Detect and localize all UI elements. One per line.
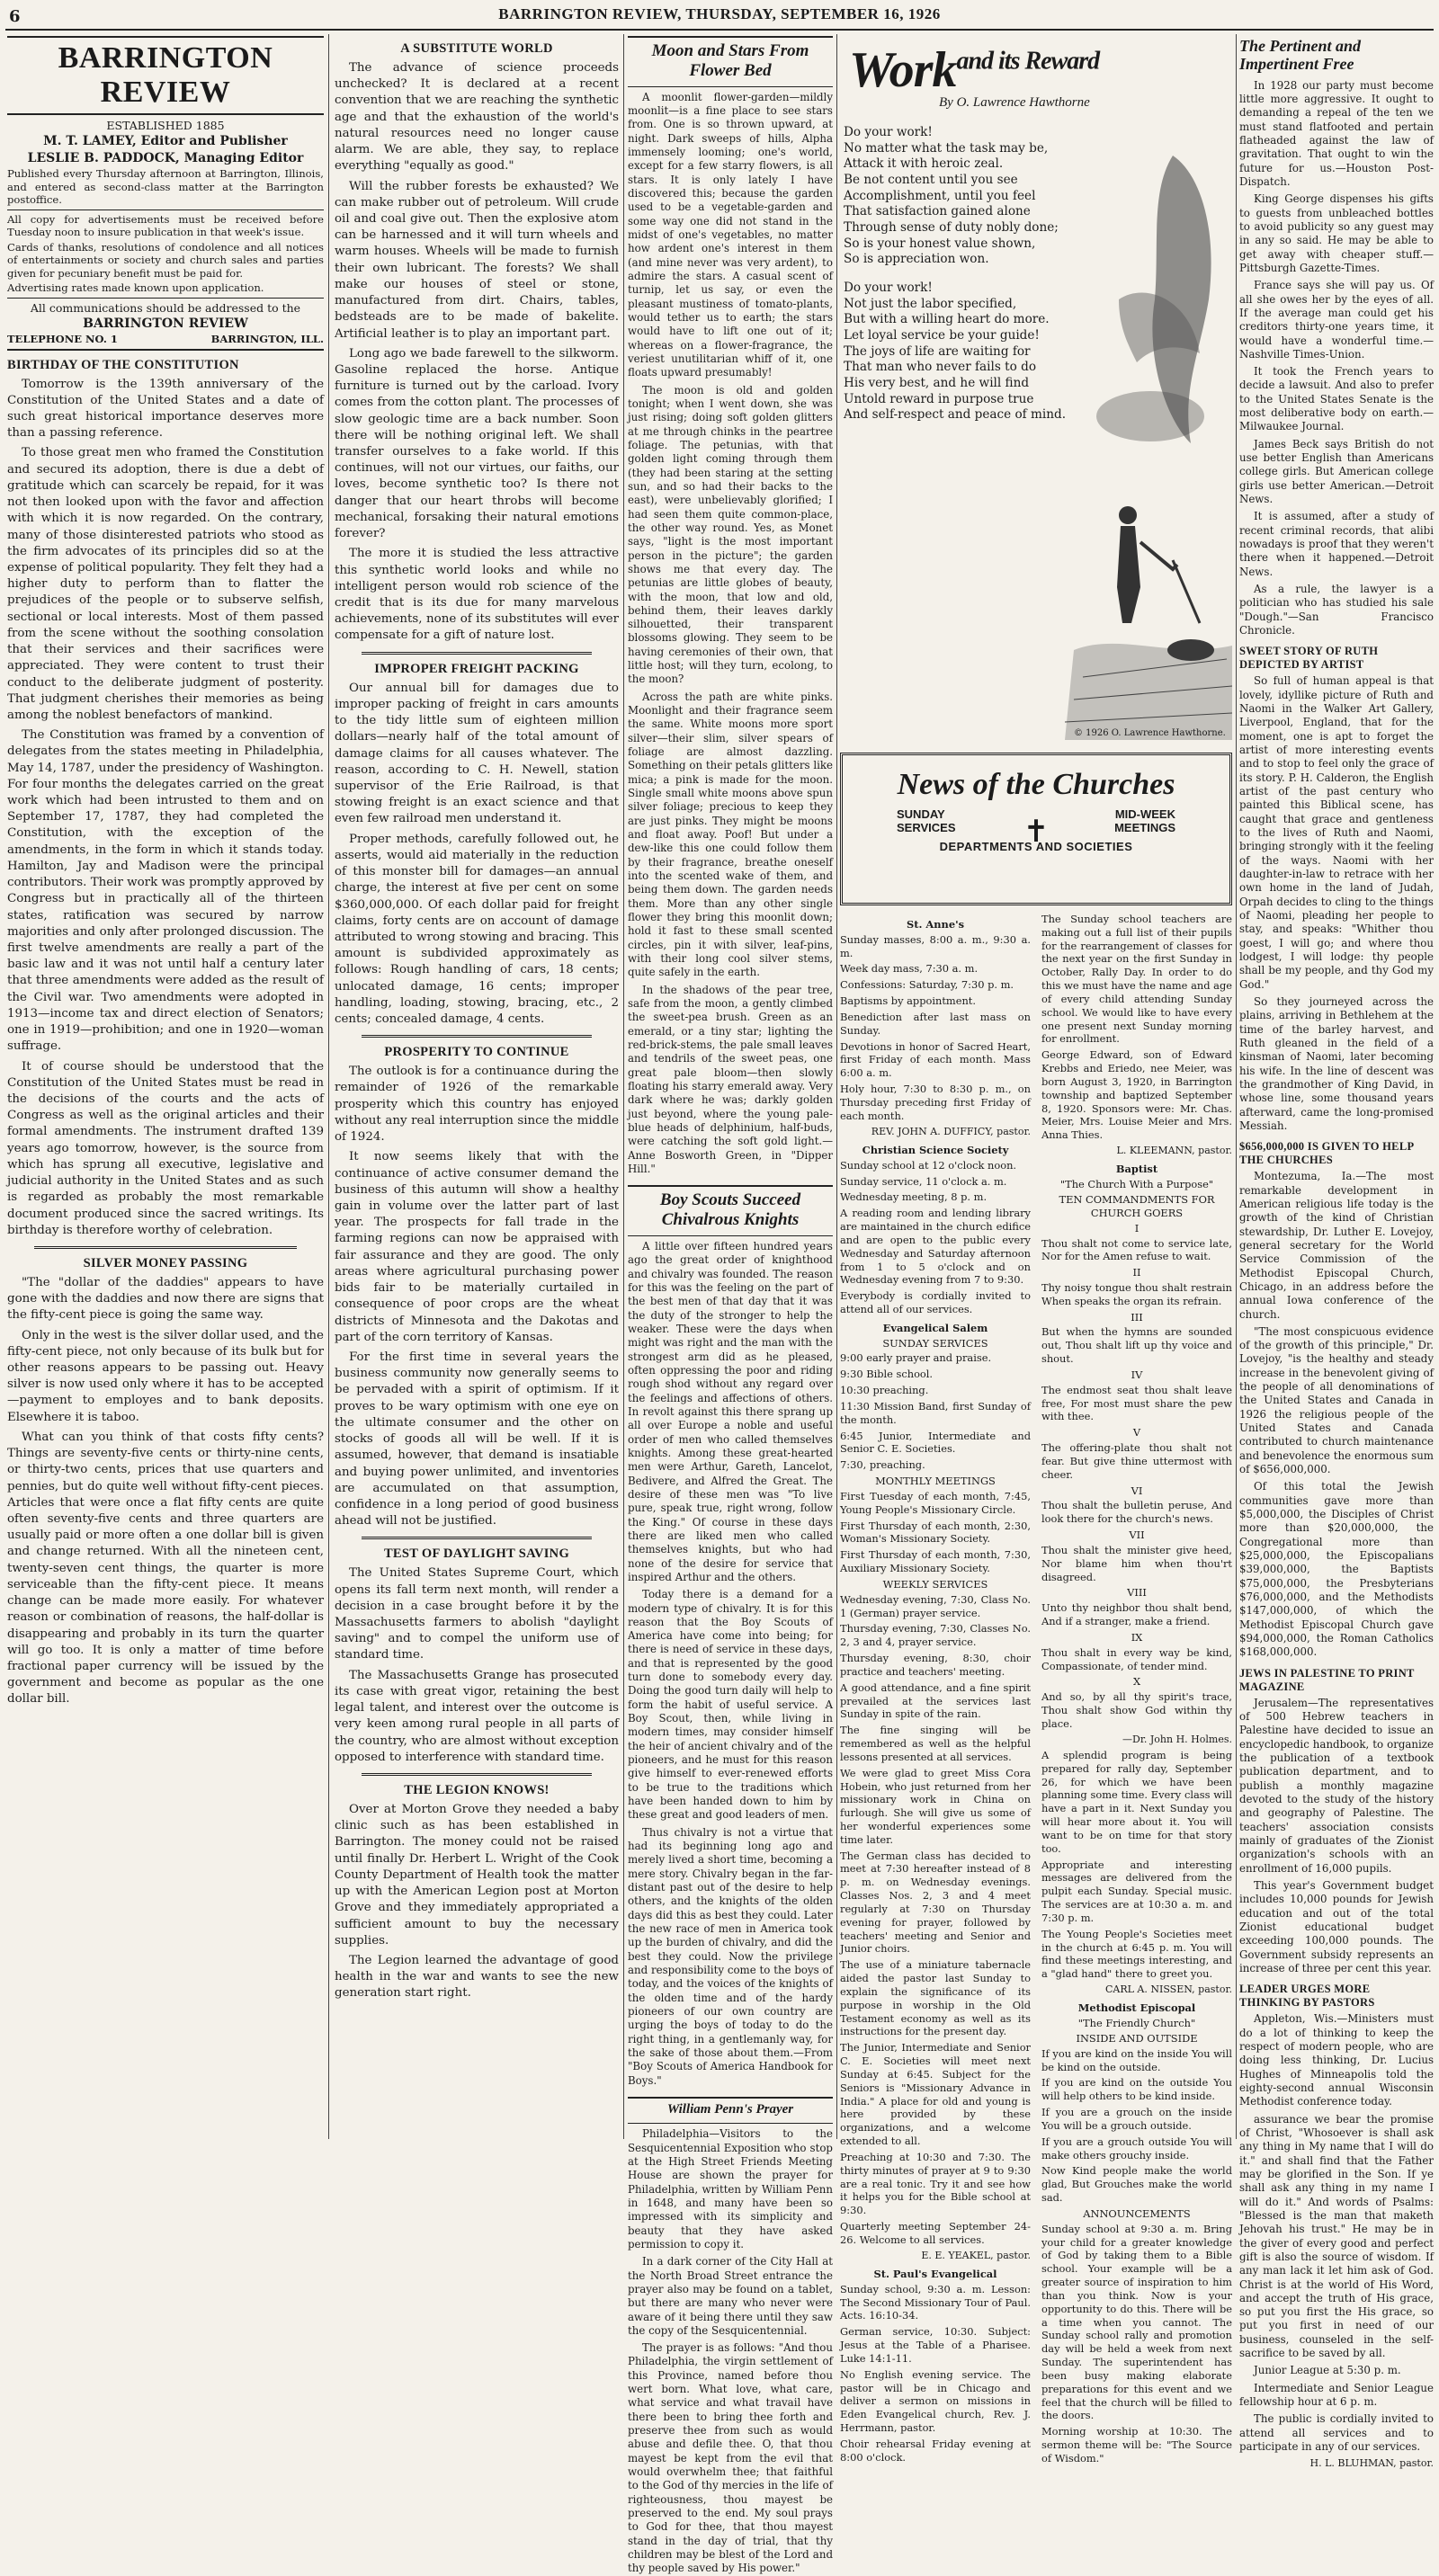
listing-subhead: SUNDAY SERVICES — [882, 1336, 988, 1350]
listing-subhead: TEN COMMANDMENTS FOR CHURCH GOERS — [1059, 1193, 1215, 1219]
listing-line: The Young People's Societies meet in the church at 6:45 p. m. You will find these meetings interesting, and a "glad hand" there to greet you. — [1041, 1927, 1232, 1981]
listing-line: Wednesday evening, 7:30, Class No. 1 (German) prayer service. — [840, 1592, 1031, 1619]
paragraph: In a dark corner of the City Hall at the North Broad Street entrance the prayer also may be found on a tablet, but there are many who never were aware of it being there until they saw the copy of the Sesquicentennial. — [628, 2255, 833, 2337]
listing-line: Appropriate and interesting messages are delivered from the pulpit each Sunday. Special music. The services are at 10:30 a. m. and 7:30 p. m. — [1041, 1858, 1232, 1924]
copyright: © 1926 O. Lawrence Hawthorne. — [1074, 728, 1226, 738]
listing-subhead: WEEKLY SERVICES — [882, 1577, 988, 1591]
listing-line: Devotions in honor of Sacred Heart, first Friday of each month. Mass 6:00 a. m. — [840, 1039, 1031, 1080]
poem-section — [840, 120, 1232, 749]
poem-line: And self-respect and peace of mind. — [844, 407, 1067, 423]
cards-notice: Cards of thanks, resolutions of condolence and all notices of entertainments or society and church sales and parties given for pecuniary benefit must be paid for. — [7, 240, 324, 280]
folio-header: BARRINGTON REVIEW, THURSDAY, SEPTEMBER 16, 1926 — [498, 5, 941, 22]
paragraph: So full of human appeal is that lovely, idyllike picture of Ruth and Naomi in the Walker Art Gallery, Liverpool, England, that for the moment, one is apt to forget the artist of more interesting events and to stop to feel only the grace of its story. P. H. Calderon, the English artist of the past century who painted this Biblical scene, has caught that grace and gentleness to the lives of Ruth and Naomi, bringing strongly with it the feeling of the ways. Naomi with her daughter-in-law to retrace with her own home in the land of Judah, Orpah decides to cling to the things of Naomi, pleading her people to stay, and speaks: "Whither thou goest, I will go; and where thou lodgest, I will lodge: thy people shall be my people, and thy God my God." — [1239, 674, 1434, 991]
paragraph: It now seems likely that with the continuance of active consumer demand the business of this autumn will show a healthy gain in volume over the latter part of last year. The prospects for fall trade in the farming regions can now be appraised with fair assurance and they are good. The only areas where agricultural purchasing power bids fair to be materially curtailed in consequence of poor crops are the wheat districts of Minnesota and the Dakotas and part of the corn territory of Kansas. — [335, 1150, 619, 1344]
paragraph: In the shadows of the pear tree, safe from the moon, a gently climbed the sweet-pea brush. Green as an emerald, or a tiny star; lighting the red-brick-stems, the pale small leaves and tendrils of the sweet peas, one great pale bloom—then slowly floating his starry emerald away. Very dark where he was; darkly golden just beyond, where the young pale-blue heads of delphinium, half-buds, were catching the soft gold light.—Anne Bosworth Green, in "Dipper Hill." — [628, 983, 833, 1175]
commandment: The offering-plate thou shalt not fear. But give thine uttermost with cheer. — [1041, 1441, 1232, 1481]
listing-line: George Edward, son of Edward Krebbs and Eriedo, nee Meier, was born August 3, 1920, in Barrington township and baptized September 8, 1920. Sponsors were: Mr. Chas. Meier, Mrs. Louise Meier and Mrs. Anna Thies. — [1041, 1048, 1232, 1142]
listing-line: If you are kind on the inside You will be kind on the outside. — [1041, 2046, 1232, 2073]
paragraph: The United States Supreme Court, which opens its fall term next month, will render a decision in a case brought before it by the Massachusetts farmers to abolish "daylight saving" and to compel the uniform use of standard time. — [335, 1566, 619, 1662]
headline-jews-palestine: JEWS IN PALESTINE TO PRINT MAGAZINE — [1239, 1666, 1415, 1693]
poem-line: That man who never fails to do — [844, 360, 1037, 375]
divider — [7, 298, 324, 299]
divider — [7, 209, 324, 210]
paragraph: Today there is a demand for a modern type of chivalry. It is for this reason that the Boy Scouts of America have come into being; for there is need of service in these days, and that is represented by the good turn done to somebody every day. Doing the good turn daily will help to form the habit of useful service. A Boy Scout, then, while living in modern times, may consider himself the heir of ancient chivalry and of the pioneers, and he must for this reason give himself to ever-renewed efforts to be true to the traditions which have been handed down to him by these great and good leaders of men. — [628, 1588, 833, 1822]
poem-line: Untold reward in purpose true — [844, 391, 1034, 406]
roman-numeral: IV — [1131, 1368, 1143, 1381]
paragraph: Only in the west is the silver dollar used, and the fifty-cent piece, not only because of its bulk but for other reasons appears to be passing out. Heavy silver is now used only where it has to be accepted—payment to employes and to bank deposits. Elsewhere it is taboo. — [7, 1328, 324, 1424]
meetings-label: MEETINGS — [1114, 821, 1175, 834]
listing-line: German service, 10:30. Subject: Jesus at the Table of a Pharisee. Luke 14:1-11. — [840, 2325, 1031, 2365]
roman-numeral: III — [1131, 1310, 1143, 1324]
listing-line: Thursday evening, 7:30, Classes No. 2, 3 and 4, prayer service. — [840, 1622, 1031, 1649]
horse-shape — [1167, 639, 1214, 661]
listing-line: Holy hour, 7:30 to 8:30 p. m., on Thursday preceding first Friday of each month. — [840, 1083, 1031, 1122]
church-name: Methodist Episcopal — [1077, 2001, 1196, 2015]
headline-constitution: BIRTHDAY OF THE CONSTITUTION — [7, 357, 239, 372]
listing-line: 7:30, preaching. — [840, 1458, 925, 1472]
address-notice: All communications should be addressed to the — [30, 300, 301, 315]
listing-line: Morning worship at 10:30. The sermon theme will be: "The Source of Wisdom." — [1041, 2425, 1232, 2465]
poem-line: Do your work! — [844, 281, 933, 296]
paragraph: The outlook is for a continuance during the remainder of 1926 of the remarkable prosperity which this country has enjoyed without any real interruption since the middle of 1924. — [335, 1065, 619, 1145]
commandment: Thy noisy tongue thou shalt restrain When speaks the organ its refrain. — [1041, 1281, 1232, 1307]
listing-line: Wednesday meeting, 8 p. m. — [840, 1190, 988, 1204]
divider — [362, 1035, 592, 1038]
listing-line: Confessions: Saturday, 7:30 p. m. — [840, 978, 1014, 992]
listing-line: 9:00 early prayer and praise. — [840, 1351, 992, 1365]
divider — [362, 652, 592, 655]
quip: France says she will pay us. Of all she owes her by the eyes of all. If the average man could get his creditors thirty-one years time, it would have a wonderful time.—Nashville Times-Union. — [1239, 279, 1434, 361]
listing-line: If you are a grouch outside You will make others grouchy inside. — [1041, 2135, 1232, 2162]
listing-subhead: ANNOUNCEMENTS — [1083, 2206, 1191, 2220]
headline-leader-urges: LEADER URGES MORE THINKING BY PASTORS — [1239, 1983, 1375, 2010]
headline-substitute-world: A SUBSTITUTE WORLD — [400, 41, 553, 56]
pastor-signature: CARL A. NISSEN, pastor. — [1104, 1983, 1232, 1996]
listing-line: We were glad to greet Miss Cora Hobein, who just returned from her missionary work in China on furlough. She will give us some of her wonderful experiences some time later. — [840, 1766, 1031, 1846]
pastor-signature: H. L. BLUHMAN, pastor. — [1309, 2457, 1434, 2470]
listing-line: Week day mass, 7:30 a. m. — [840, 962, 979, 976]
listing-line: If you are kind on the outside You will help others to be kind inside. — [1041, 2076, 1232, 2103]
listing-line: The Sunday school teachers are making out a full list of their pupils for the rearrangement of classes for the next year on the first Sunday in October, Rally Day. In order to do this we must have the name and age of every child attending Sunday school. We would like to have every one present next Sunday morning for enrollment. — [1041, 913, 1232, 1046]
headline-penn-prayer: William Penn's Prayer — [666, 2101, 794, 2117]
poem-line: Do your work! — [844, 125, 933, 139]
column-rule — [836, 34, 837, 2139]
listing-line: 6:45 Junior, Intermediate and Senior C. E. Societies. — [840, 1429, 1031, 1456]
headline-box — [628, 2097, 833, 2124]
paragraph: This year's Government budget includes 10,000 pounds for Jewish education and out of the total Zionist educational budget exceeding 100,000 pounds. The Government subsidy represents an increase of three per cent this year. — [1239, 1878, 1434, 1974]
pertinent-title-line-2: Impertinent Free — [1239, 54, 1354, 73]
listing-line: Quarterly meeting September 24-26. Welcome to all services. — [840, 2220, 1031, 2246]
listing-line: Sunday masses, 8:00 a. m., 9:30 a. m. — [840, 932, 1031, 959]
rates-notice: Advertising rates made known upon application. — [7, 281, 264, 295]
paragraph: Tomorrow is the 139th anniversary of the Constitution of the United States and a date of such great historical importance deserves more than a passing reference. — [7, 377, 324, 441]
listing-line: 10:30 preaching. — [840, 1384, 929, 1397]
listing-line: The use of a miniature tabernacle aided the pastor last Sunday to explain the significance of its purpose in worship in the Old Testament economy as well as its instructions for the present day. — [840, 1958, 1031, 2038]
listing-line: Thursday evening, 8:30, choir practice and teachers' meeting. — [840, 1652, 1031, 1678]
paragraph: Our annual bill for damages due to improper packing of freight in cars amounts to the tidy little sum of eighteen million dollars—nearly half of the total amount of damage claims for all causes whatever. The reason, according to C. H. Newell, station supervisor of the Erie Railroad, is that stowing freight is an exact science and that even few railroad men understand it. — [335, 681, 619, 826]
publish-notice: Published every Thursday afternoon at Barrington, Illinois, and entered as second-class matter at the Barrington postoffice. — [7, 167, 324, 207]
paragraph: Proper methods, carefully followed out, he asserts, would aid materially in the reduction of this monster bill for damages—an annual charge, the interest at five per cent on some $360,000,000. Of each dollar paid for freight claims, forty cents are on account of damage attributed to wrong stowing and bracing. This amount is subdivided approximately as follows: Rough handling of cars, 18 cents; unlocated damage, 16 cents; improper handling, loading, stowing, bracing, etc., 2 cents; concealed damage, 4 cents. — [335, 832, 619, 1027]
telephone: TELEPHONE NO. 1 — [7, 332, 118, 345]
listing-line: Benediction after last mass on Sunday. — [840, 1010, 1031, 1037]
churches-title: News of the Churches — [897, 768, 1175, 801]
poem-line: So is your honest value shown, — [844, 236, 1036, 251]
divider — [362, 1537, 592, 1539]
listing-line: No English evening service. The pastor will be in Chicago and deliver a sermon on missions in Eden Evangelical church, Rev. J. Herrmann, pastor. — [840, 2367, 1031, 2435]
poem-line: Be not content until you see — [844, 173, 1018, 188]
listing-line: Everybody is cordially invited to attend all of our services. — [840, 1289, 1031, 1315]
headline-daylight-saving: TEST OF DAYLIGHT SAVING — [383, 1546, 570, 1562]
roman-numeral: VII — [1129, 1529, 1145, 1542]
poem-line: So is appreciation won. — [844, 252, 989, 267]
paragraph: "The "dollar of the daddies" appears to have gone with the daddies and now there are signs that the fifty-cent piece is going the same way. — [7, 1275, 324, 1323]
roman-numeral: IX — [1131, 1630, 1143, 1644]
headline-legion: THE LEGION KNOWS! — [404, 1783, 550, 1797]
roman-numeral: II — [1132, 1266, 1141, 1279]
poem — [844, 125, 1077, 423]
paragraph: Across the path are white pinks. Moonlight and their fragrance seem the same. White moons more sport silver—their slim, silver spears of foliage are almost dazzling. Something on their petals glitters like mica; a pink is made for the moon. Single small white moons above spun silver foliage; precious to keep they are just pinks. They might be moons and float away. Poof! But under a dew-like this one could follow them by their fragrance, breathe oneself into the scented wake of them, and being them down. The garden needs them. More than any other single flower they bring this moonlit down; hold it fast to these small scented circles, pin it with silver, leaf-pins, with their long cool silver stems, quite safely in the earth. — [628, 690, 833, 979]
headline-ruth: SWEET STORY OF RUTH DEPICTED BY ARTIST — [1239, 645, 1379, 672]
paragraph: Junior League at 5:30 p. m. — [1254, 2364, 1401, 2377]
church-column-right — [1041, 913, 1232, 2468]
roman-numeral: X — [1132, 1675, 1141, 1689]
paragraph: Will the rubber forests be exhausted? We can make rubber out of petroleum. Will crude oil and coal give out. Then the explosive atom can be harnessed and it will turn wheels and warm houses. Wheels will be made to furnish their own lubricant. The forests? We shall make our houses of steel or stone, manufactured from dirt. Chairs, tables, bedsteads are to be made of bakelite. Artificial leather is to play an important part. — [335, 179, 619, 341]
divider — [34, 1246, 297, 1249]
departments-label: DEPARTMENTS AND SOCIETIES — [939, 840, 1133, 853]
poem-line: Let loyal service be your guide! — [844, 328, 1040, 343]
listing-line: The Junior, Intermediate and Senior C. E. Societies will meet next Sunday at 6:45. Subject for the Seniors is "Missionary Advance in India." A place for old and young is here provided by these organizations, and a welcome extended to all. — [840, 2041, 1031, 2148]
pastor-signature: E. E. YEAKEL, pastor. — [921, 2249, 1031, 2261]
paragraph: To those great men who framed the Constitution and secured its adoption, there is due a debt of gratitude which can scarcely be repaid, for it was not then looked upon with the favor and affection with which it is now regarded. On the contrary, many of those disinterested patriots who stood as the firm advocates of its principles did so at the expense of political popularity. They felt they had a higher duty to perform than to flatter the prejudices of the people or to subserve selfish, sectional or local interests. Most of them passed from the scene without the soothing consolation that their services and their sacrifices were appreciated. They were content to trust their conduct to the deliberate judgment of posterity. That judgment cherishes their memories as being among the noblest benefactors of mankind. — [7, 446, 324, 722]
church-name: St. Paul's Evangelical — [873, 2267, 997, 2280]
listing-line: Sunday school, 9:30 a. m. Lesson: The Second Missionary Tour of Paul. Acts. 16:10-34. — [840, 2282, 1031, 2322]
headline-box — [628, 1185, 833, 1236]
farmer-illustration — [1065, 120, 1232, 740]
paragraph: "The most conspicuous evidence of the growth of this principle," Dr. Lovejoy, "is the healthy and steady increase in the benevolent giving of the people of all denominations of the United States and Canada in 1926 the religious people of the United States and Canada contributed to church maintenance and benevolence the enormous sum of $656,000,000. — [1239, 1324, 1434, 1476]
listing-line: Sunday school at 12 o'clock noon. — [840, 1158, 1017, 1172]
pertinent-title-line-1: The Pertinent and — [1239, 37, 1362, 55]
established-line: ESTABLISHED 1885 — [106, 119, 225, 132]
paragraph: Appleton, Wis.—Ministers must do a lot of thinking to keep the respect of modern people, who are doing less thinking, Dr. Lucius Hughes of Minneapolis told the eighty-second annual Wisconsin Methodist conference today. — [1239, 2012, 1434, 2108]
paragraph: Of this total the Jewish communities gave more than $5,000,000, the Disciples of Christ more than $20,000,000, the Congregational more than $25,000,000, the Episcopalians $39,000,000, the Baptists $75,000,000, the Presbyterians $76,000,000, and the Methodists $147,000,000, of which the Methodist Episcopal Church gave $94,000,000, the Roman Catholics $168,000,000. — [1239, 1480, 1434, 1659]
pastor-signature: L. KLEEMANN, pastor. — [1116, 1145, 1232, 1157]
paragraph: The Massachusetts Grange has prosecuted its case with great vigor, retaining the best legal talent, and interest over the outcome is very keen among rural people in all parts of the country, who are almost without exception opposed to interference with standard time. — [335, 1668, 619, 1764]
headline-moon-stars: Moon and Stars From Flower Bed — [651, 41, 809, 80]
paragraph: The Constitution was framed by a convention of delegates from the states meeting in Philadelphia, May 14, 1787, under the presidency of Washington. For four months the delegates carried on the great work which had been intrusted to them and on September 17, 1787, they had completed the Constitution, with the exception of the amendments, in the form in which it stands today. Hamilton, Jay and Madison were the principal contributors. Their work was promptly approved by Congress but in practically all of the thirteen states, ratification was secured by narrow majorities and only after prolonged discussion. The first twelve amendments are really a part of the basic law and it was not until half a century later that three amendments were added as the result of the Civil war. Two amendments were adopted in 1913—income tax and direct election of Senators; one in 1919—prohibition; and one in 1920—woman suffrage. — [7, 728, 324, 1054]
listing-line: First Thursday of each month, 7:30, Auxiliary Missionary Society. — [840, 1548, 1031, 1575]
poem-line: Through sense of duty nobly done; — [844, 220, 1059, 236]
headline-churches-money: $656,000,000 IS GIVEN TO HELP THE CHURCHES — [1239, 1140, 1414, 1167]
listing-subhead: "The Friendly Church" — [1077, 2017, 1196, 2030]
commandment: And so, by all thy spirit's trace, Thou shalt show God within thy place. — [1041, 1690, 1232, 1730]
paragraph: The public is cordially invited to attend all services and to participate in any of our services. — [1239, 2412, 1434, 2454]
quip: In 1928 our party must become little more aggressive. It ought to demanding a repeal of the ten we must stand flatfooted and pertain flatheaded against the law of gravitation. That ought to win the future for us.—Houston Post-Dispatch. — [1239, 78, 1434, 188]
quip: James Beck says British do not use better English than Americans college girls. But American college girls use better American.—Detroit News. — [1239, 437, 1434, 506]
telephone-line — [7, 333, 324, 351]
commandment: But when the hymns are sounded out, Thou shalt lift up thy voice and shout. — [1041, 1325, 1232, 1366]
column-rule — [328, 34, 329, 2139]
paragraph: Over at Morton Grove they needed a baby clinic such as has been established in Barrington. The money could not be raised until finally Dr. Herbert L. Wright of the Cook County Department of Health took the matter up with the American Legion post at Morton Grove and they immediately appropriated a sufficient amount to buy the necessary supplies. — [335, 1803, 619, 1948]
midweek-label: MID-WEEK — [1114, 807, 1175, 821]
paragraph: It of course should be understood that the Constitution of the United States must be read in the decisions of the courts and the acts of Congress as well as the original articles and their formal amendments. The instrument drafted 139 years ago tomorrow, however, is the source from which has sprung all executive, legislative and judicial authority in the United States and as such is regarded as probably the most remarkable document produced since the sacred writings. Its birthday is therefore worthy of celebration. — [7, 1059, 324, 1237]
farmer-head — [1119, 506, 1137, 524]
column-2 — [335, 34, 619, 2139]
services-label: SERVICES — [897, 821, 956, 834]
church-name: Evangelical Salem — [882, 1321, 988, 1334]
column-4 — [840, 34, 1232, 2465]
masthead-title: BARRINGTON REVIEW — [7, 36, 324, 115]
commandment: The endmost seat thou shalt leave free, For most must share the pew with thee. — [1041, 1383, 1232, 1423]
roman-numeral: I — [1134, 1221, 1140, 1235]
work-title-rest: and its Reward — [956, 47, 1100, 76]
manager-line: LESLIE B. PADDOCK, Managing Editor — [27, 151, 304, 166]
church-listings — [840, 913, 1232, 2468]
field-ground — [1065, 644, 1232, 740]
column-3 — [628, 34, 833, 2575]
poem-line: Not just the labor specified, — [844, 296, 1017, 311]
headline-box — [628, 36, 833, 87]
paragraph: Intermediate and Senior League fellowship hour at 6 p. m. — [1239, 2381, 1434, 2409]
paragraph: The moon is old and golden tonight; when I went down, she was just rising; doing soft golden glitters at me through chinks in the peartree foliage. The petunias, with that golden light coming through them (they had been staring at the setting sun, and so had their backs to the east), were unbelievably glorified; I had seen them quite common-place, the other way round. Yes, as Monet says, "light is the most important person in the picture"; the garden shows me that every day. The petunias are little globes of beauty, with the moon, that low and old, behind them, their leaves darkly silhouetted, their transparent blossoms glowing. They seem to be having ceremonies of their own, that little host; will they turn, ecolong, to the moon? — [628, 383, 833, 686]
listing-line: Choir rehearsal Friday evening at 8:00 o'clock. — [840, 2437, 1031, 2464]
paragraph: The advance of science proceeds unchecked? It is declared at a recent convention that we are reaching the synthetic age and that the exhaustion of the world's natural resources need no longer cause alarm. We are able, they say, to replace everything "equally as good." — [335, 61, 619, 174]
poem-line: Attack it with heroic zeal. — [844, 156, 1004, 172]
poem-line: That satisfaction gained alone — [844, 204, 1031, 219]
listing-subhead: INSIDE AND OUTSIDE — [1076, 2032, 1198, 2045]
stanza-gap — [844, 268, 1077, 281]
column-rule — [623, 34, 624, 2139]
bush-shape — [1096, 391, 1204, 441]
poem-line: The joys of life are waiting for — [844, 343, 1031, 359]
paragraph: Thus chivalry is not a virtue that had its beginning long ago and merely lived a short time, becoming a mere story. Chivalry began in the far-distant past out of the desire to help others, and the knights of the olden days did this as best they could. Later the new race of men in America took up the burden of chivalry, and did the best they could. Now the privilege and responsibility come to the boys of today, and the voices of the knights of the olden time and of the hardy pioneers of our own country are urging the boys of today to do the right thing, in a gentlemanly way, for the sake of those about them.—From "Boy Scouts of America Handbook for Boys." — [628, 1825, 833, 2087]
roman-numeral: VIII — [1127, 1586, 1147, 1600]
listing-line: 9:30 Bible school. — [840, 1368, 934, 1381]
commandment: Thou shalt the bulletin peruse, And look there for the church's news. — [1041, 1499, 1232, 1526]
listing-line: The German class has decided to meet at 7:30 hereafter instead of 8 p. m. on Wednesday evenings. Classes Nos. 2, 3 and 4 meet regularly at 7:30 on Thursday evening for prayer, followed by teachers' meeting and Senior and Junior choirs. — [840, 1849, 1031, 1956]
listing-line: 11:30 Mission Band, first Sunday of the month. — [840, 1399, 1031, 1426]
church-name: St. Anne's — [907, 918, 964, 931]
poem-line: No matter what the task may be, — [844, 140, 1049, 156]
listing-subhead: "The Church With a Purpose" — [1059, 1178, 1214, 1191]
listing-line: If you are a grouch on the inside You will be a grouch outside. — [1041, 2106, 1232, 2132]
attribution: —Dr. John H. Holmes. — [1122, 1733, 1232, 1745]
column-1 — [7, 34, 324, 2139]
listing-line: Preaching at 10:30 and 7:30. The thirty minutes of prayer at 9 to 9:30 are a real tonic. Try it and see how it helps you for the Bible school at 9:30. — [840, 2150, 1031, 2217]
poem-line: His very best, and he will find — [844, 376, 1030, 391]
listing-line: A good attendance, and a fine spirit prevailed at the services last Sunday in spite of the rain. — [840, 1680, 1031, 1721]
column-5 — [1239, 34, 1434, 2470]
church-column-left — [840, 913, 1031, 2468]
pertinent-title — [1239, 38, 1434, 74]
churches-banner — [840, 753, 1232, 905]
headline-freight-packing: IMPROPER FREIGHT PACKING — [374, 661, 579, 676]
headline-boy-scouts: Boy Scouts Succeed Chivalrous Knights — [659, 1190, 801, 1230]
poem-line: Accomplishment, until you feel — [844, 188, 1036, 203]
listing-line: Now Kind people make the world glad, But Grouches make the world sad. — [1041, 2164, 1232, 2205]
work-title — [849, 41, 1232, 99]
church-name: Christian Science Society — [862, 1143, 1009, 1156]
work-title-main: Work — [849, 42, 957, 98]
commandment: Unto thy neighbor thou shalt bend, And if a stranger, make a friend. — [1041, 1601, 1232, 1628]
quip: It is assumed, after a study of recent criminal records, that alibi nowadays is proof that they weren't there when it happened.—Detroit News. — [1239, 510, 1434, 578]
page-number: 6 — [9, 7, 21, 26]
column-rule — [1236, 34, 1237, 2139]
quip: It took the French years to decide a lawsuit. And also to prefer to the United States Senate is the most deliberative body on earth.—Milwaukee Journal. — [1239, 365, 1434, 433]
headline-prosperity: PROSPERITY TO CONTINUE — [384, 1045, 569, 1060]
church-name: Baptist — [1115, 1163, 1158, 1176]
folio — [0, 5, 1439, 31]
paragraph: A little over fifteen hundred years ago the great order of knighthood and chivalry was founded. The reason for this was the feeling on the part of the best men of that day that it was the duty of the stronger to help the weaker. These were the days when might was right and the man with the strongest arm did as he pleased, often oppressing the poor and riding rough shod without any regard over the feelings and affections of others. In revolt against this there sprang up all over Europe a noble and useful order of men who called themselves knights. Among these great-hearted men were Arthur, Gareth, Lancelot, Bedivere, and Alfred the Great. The desire of these men was "To live pure, speak true, right wrong, follow the King." Of course in these days there are liked men who called themselves knights, but who had none of the desire for service that inspired Arthur and the others. — [628, 1239, 833, 1583]
listing-line: A splendid program is being prepared for rally day, September 26, for which we have been planning some time. Every class will have a part in it. Next Sunday you will hear more about it. You will want to be on time for that story too. — [1041, 1748, 1232, 1855]
editor-line: M. T. LAMEY, Editor and Publisher — [43, 134, 288, 149]
cross-icon: ✝ — [1023, 814, 1050, 850]
listing-line: First Tuesday of each month, 7:45, Young People's Missionary Circle. — [840, 1489, 1031, 1516]
listing-line: A reading room and lending library are maintained in the church edifice and are open to the public every Wednesday and Saturday afternoon from 1 to 5 o'clock and on Wednesday evening from 7 to 9:30. — [840, 1207, 1031, 1287]
farmer-body — [1117, 526, 1140, 623]
paragraph: So they journeyed across the plains, arriving in Bethlehem at the time of the barley harvest, and Ruth gleaned in the field of a kinsman of Naomi, later becoming his wife. In the line of descent was the grandmother of King David, in whose line, some thousand years afterward, came the long-promised Messiah. — [1239, 994, 1434, 1132]
plow-handle — [1173, 560, 1200, 623]
roman-numeral: V — [1132, 1426, 1141, 1440]
copy-notice: All copy for advertisements must be received before Tuesday noon to insure publication in that week's issue. — [7, 212, 324, 239]
farmer-arm — [1140, 542, 1177, 569]
paragraph: What can you think of that costs fifty cents? Things are seventy-five cents or thirty-nine cents, or thirty-two cents, prices that use quarters and pennies, but do quite well without fifty-cent pieces. Articles that were once a flat fifty cents are quite often seventy-five cents and three quarters are usually paid or more often a one dollar bill is given and change returned. With all the nineteen cent, twenty-seven cent things, the quarter is more serviceable than the fifty-cent piece. It means change can be made more easily. For whatever reason or combination of reasons, the half-dollar is disappearing and probably in its turn the quarter will go too. It is only a matter of time before fractional paper currency will be issued by the government and become as popular as the one dollar bill. — [7, 1430, 324, 1707]
roman-numeral: VI — [1131, 1484, 1143, 1497]
sunday-label: SUNDAY — [897, 807, 945, 821]
pastor-signature: REV. JOHN A. DUFFICY, pastor. — [871, 1125, 1031, 1137]
listing-line: First Thursday of each month, 2:30, Woman's Missionary Society. — [840, 1519, 1031, 1546]
work-author: By O. Lawrence Hawthorne — [939, 95, 1090, 110]
paragraph: The more it is studied the less attractive this synthetic world looks and while no intelligent person would rob science of the credit that is its due for many marvelous achievements, none of its substitutes will ever compensate for a gift of nature lost. — [335, 547, 619, 643]
quip: As a rule, the lawyer is a politician who has studied his sale "Dough."—San Francisco Chronicle. — [1239, 583, 1434, 637]
listing-subhead: MONTHLY MEETINGS — [875, 1475, 996, 1488]
paragraph: A moonlit flower-garden—mildly moonlit—is a fine place to see stars from. One is so thrown upward, at night. Dark sweeps of hills, Alpha immensely looming; one's world, except for a few starry flowers, is all stars. It is only lately I have discovered this; because the garden used to be a vegetable-garden and some way one did not stand in the midst of one's vegetables, no matter how ardent one's interest in them (and mine never was very ardent), to admire the stars. A casual scent of turnip, let us say, or even the pleasant mustiness of tomato-plants, would tether us to earth; the stars would have to lift one out of it; whereas on a flower-fragrance, the veriest unutilitarian whiff of it, one floats upward presumably! — [628, 90, 833, 379]
headline-silver-money: SILVER MONEY PASSING — [83, 1255, 248, 1270]
listing-line: Baptisms by appointment. — [840, 994, 976, 1008]
listing-line: Sunday service, 11 o'clock a. m. — [840, 1174, 1007, 1188]
listing-line: The fine singing will be remembered as well as the helpful lessons presented at all services. — [840, 1724, 1031, 1763]
paragraph: assurance we bear the promise of Christ, "Whosoever is shall ask any thing in My name that I will do it." and shall find that the Father may be glorified in the Son. If ye shall ask any thing in my name I will do it." And words of Psalms: "Blessed is the man that maketh Jehovah his trust." He may be in the giver of every good and perfect gift is also the source of wisdom. If any man lack it let him ask of God. Christ is at the world of His Word, and accept the truth of His grace, so put you first the His grace, so put you first in need of our business, counseled in the self-sacrifice to be saved by all. — [1239, 2112, 1434, 2360]
paragraph: Jerusalem—The representatives of 500 Hebrew teachers in Palestine have decided to issue an encyclopedic handbook, to organize the publication of a textbook publication department, and to publish a monthly magazine devoted to the study of the history and geography of Palestine. The teachers' association consists mainly of graduates of the Zionist organization's schools with an enrollment of 16,000 pupils. — [1239, 1696, 1434, 1875]
address-name: BARRINGTON REVIEW — [83, 316, 248, 331]
quip: King George dispenses his gifts to guests from unbleached bottles to avoid publicity so any guest may in any so said. He may be able to get away with cheaper stuff.—Pittsburgh Gazette-Times. — [1239, 192, 1434, 274]
top-rule — [5, 29, 1434, 31]
paragraph: Long ago we bade farewell to the silkworm. Gasoline replaced the horse. Antique furniture is turned out by the carload. Ivory comes from the cotton plant. The processes of slow geologic time are a back number. Soon there will be nothing original left. We shall transfer ourselves to a fake world. If this continues, will not our virtues, our faiths, our loves, become synthetic too? Is there not danger that our heart throbs will become mechanical, forsaking their natural emotions forever? — [335, 346, 619, 541]
divider — [362, 1773, 592, 1776]
paragraph: Philadelphia—Visitors to the Sesquicentennial Exposition who stop at the High Street Friends Meeting House are shown the prayer for Philadelphia, written by William Penn in 1648, and many have been so impressed with its simplicity and beauty that they have asked permission to copy it. — [628, 2127, 833, 2251]
listing-line: Sunday school at 9:30 a. m. Bring your child for a greater knowledge of God by taking them to a Bible school. Your example will be a greater source of inspiration to him than you think. Now is your opportunity to do this. There will be a time when you cannot. The Sunday school rally and promotion day will be held a week from next Sunday. The superintendent has been busy making elaborate preparations for this event and we feel that the church will be filled to the doors. — [1041, 2222, 1232, 2422]
paragraph: The prayer is as follows: "And thou Philadelphia, the virgin settlement of this Province, named before thou wert born. What love, what care, what service and what travail have there been to bring thee forth and preserve thee from such as would abuse and defile thee. O, that thou mayest be kept from the evil that would overwhelm thee; that faithful to the God of thy mercies in the life of righteousness, thou mayest be preserved to the end. My soul prays to God for thee, that thou mayest stand in the day of trial, that thy children may be blest of the Lord and thy people saved by His power." — [628, 2341, 833, 2575]
town: BARRINGTON, ILL. — [210, 332, 324, 345]
commandment: Thou shalt the minister give heed, Nor blame him when thou'rt disagreed. — [1041, 1543, 1232, 1583]
paragraph: For the first time in several years the business community now generally seems to be pervaded with a spirit of optimism. If it proves to be wary optimism with one eye on the ultimate consumer and the other on stocks of goods all will be well. If it is assumed, however, that demand is insatiable and buying power unlimited, and inventories are accumulated on that assumption, confidence in a long period of good business ahead will not be justified. — [335, 1350, 619, 1529]
commandment: Thou shalt in every way be kind, Compassionate, of tender mind. — [1041, 1645, 1232, 1672]
paragraph: Montezuma, Ia.—The most remarkable development in American religious life today is the growth of the kind of Christian stewardship, Dr. Luther E. Lovejoy, general secretary for the World Service Commission of the Methodist Episcopal Church, Chicago, in an address before the annual Iowa conference of the church. — [1239, 1170, 1434, 1321]
commandment: Thou shalt not come to service late, Nor for the Amen refuse to wait. — [1041, 1236, 1232, 1263]
paragraph: The Legion learned the advantage of good health in the war and wants to see the new generation start right. — [335, 1953, 619, 2001]
poem-line: But with a willing heart do more. — [844, 312, 1050, 327]
